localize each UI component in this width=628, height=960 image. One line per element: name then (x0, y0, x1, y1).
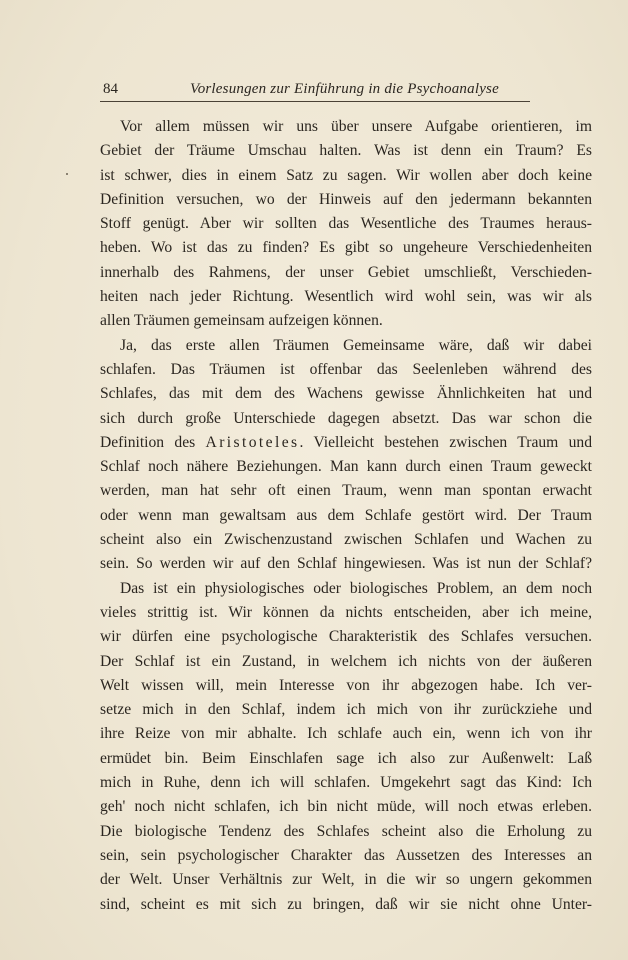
text-line: werden, man hat sehr oft einen Traum, wenn man spontan erwacht (100, 482, 592, 500)
text-line-with-name (100, 431, 592, 455)
text-line: Der Schlaf ist ein Zustand, in welchem ich nichts von der äußeren (100, 652, 592, 670)
running-header (100, 79, 530, 101)
text-line: sich durch große Unterschiede dagegen absetzt. Das war schon die (100, 409, 592, 427)
text-line: Ja, das erste allen Träumen Gemeinsame wäre, daß wir dabei (120, 336, 592, 354)
page-number: 84 (103, 81, 118, 97)
text-line: sein. So werden wir auf den Schlaf hingewiesen. Was ist nun der Schlaf? (100, 555, 592, 573)
text-line: mich in Ruhe, denn ich will schlafen. Umgekehrt sagt das Kind: Ich (100, 774, 592, 792)
text-line: setze mich in den Schlaf, indem ich mich von ihr zurückziehe und (100, 701, 592, 719)
text-segment: Definition des (100, 433, 206, 451)
text-line: Welt wissen will, mein Interesse von ihr abgezogen habe. Ich ver- (100, 676, 592, 694)
running-title: Vorlesungen zur Einführung in die Psychoanalyse (190, 81, 499, 97)
text-line: ist schwer, dies in einem Satz zu sagen. Wir wollen aber doch keine (100, 166, 592, 184)
text-line: ermüdet bin. Beim Einschlafen sage ich also zur Außenwelt: Laß (100, 749, 592, 767)
text-line: Die biologische Tendenz des Schlafes scheint also die Erholung zu (100, 822, 592, 840)
text-line: scheint also ein Zwischenzustand zwischen Schlafen und Wachen zu (100, 531, 592, 549)
text-line: oder wenn man gewaltsam aus dem Schlafe gestört wird. Der Traum (100, 506, 592, 524)
text-line: Das ist ein physiologisches oder biologisches Problem, an dem noch (120, 579, 592, 597)
text-line: vieles strittig ist. Wir können da nichts entscheiden, aber ich meine, (100, 603, 592, 621)
author-name: Aristoteles (205, 433, 300, 451)
body-text (100, 115, 600, 917)
text-line: der Welt. Unser Verhältnis zur Welt, in die wir so ungern gekommen (100, 871, 592, 889)
text-line: Schlaf noch nähere Beziehungen. Man kann durch einen Traum geweckt (100, 458, 592, 476)
margin-mark (66, 173, 68, 175)
header-rule (100, 101, 530, 102)
text-line: sind, scheint es mit sich zu bringen, daß wir sie nicht ohne Unter- (100, 895, 592, 913)
text-line: wir dürfen eine psychologische Charakteristik des Schlafes versuchen. (100, 628, 592, 646)
text-line: Vor allem müssen wir uns über unsere Aufgabe orientieren, im (120, 118, 592, 135)
text-line: ihre Reize von mir abhalte. Ich schlafe auch ein, wenn ich von ihr (100, 725, 592, 743)
text-line: schlafen. Das Träumen ist offenbar das Seelenleben während des (100, 360, 592, 378)
text-line: heiten nach jeder Richtung. Wesentlich wird wohl sein, was wir als (100, 288, 592, 306)
text-line: heben. Wo ist das zu finden? Es gibt so ungeheure Verschiedenheiten (100, 239, 592, 257)
text-line: allen Träumen gemeinsam aufzeigen können. (100, 312, 383, 330)
text-segment: . Vielleicht bestehen zwischen Traum und (299, 433, 593, 451)
text-line: Gebiet der Träume Umschau halten. Was ist denn ein Traum? Es (100, 142, 592, 160)
text-line: Schlafes, das mit dem des Wachens gewisse Ähnlichkeiten hat und (100, 385, 592, 403)
text-line: geh' noch nicht schlafen, ich bin nicht müde, will noch etwas erleben. (100, 798, 592, 816)
text-line: innerhalb des Rahmens, der unser Gebiet umschließt, Verschieden- (100, 263, 592, 281)
text-line: Definition versuchen, wo der Hinweis auf den jedermann bekannten (100, 190, 592, 208)
text-line: sein, sein psychologischer Charakter das Aussetzen des Interesses an (100, 846, 592, 864)
text-line: Stoff genügt. Aber wir sollten das Wesentliche des Traumes heraus- (100, 215, 592, 233)
